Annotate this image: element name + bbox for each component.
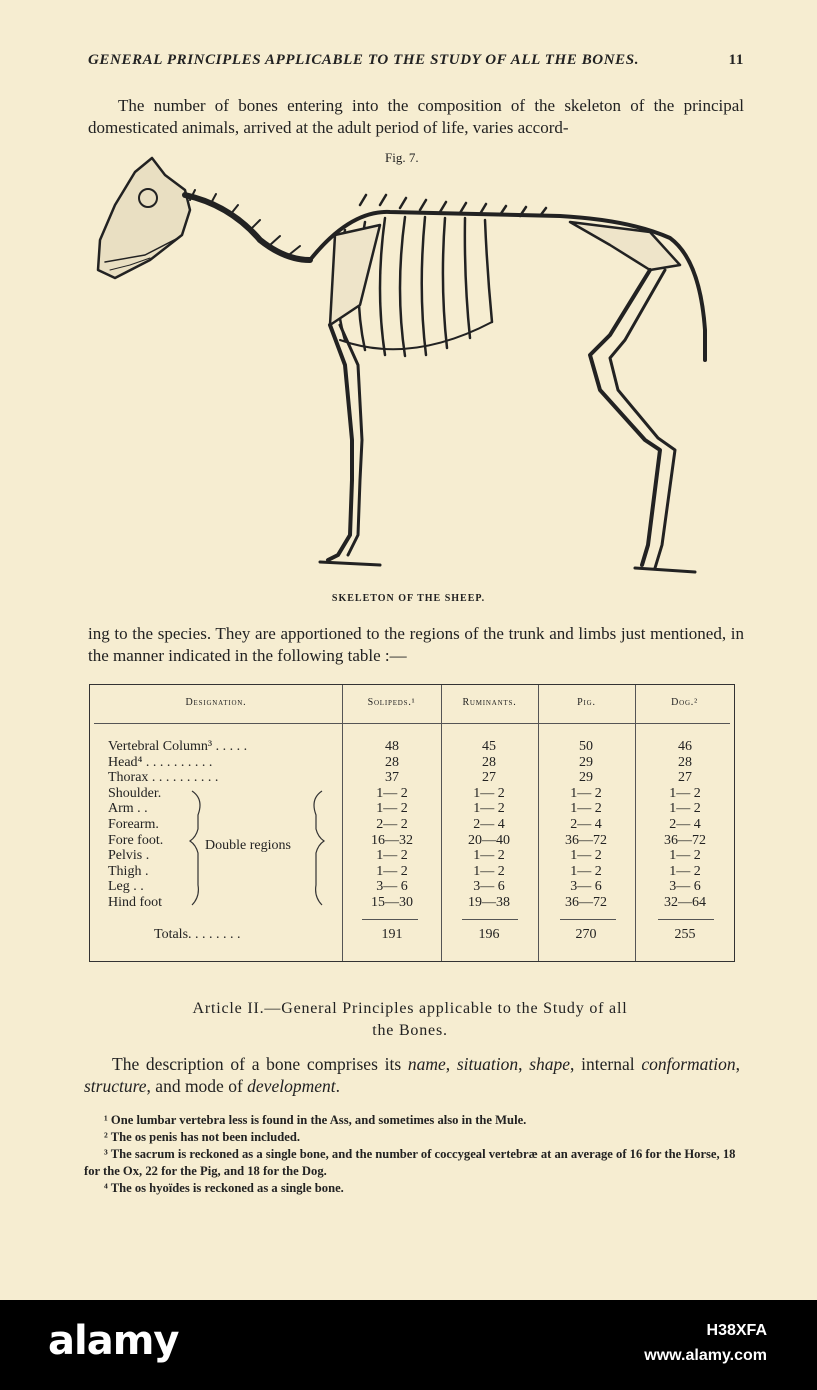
description-text: The description of a bone comprises its: [112, 1054, 408, 1074]
row-label: Thorax . . . . . . . . . .: [108, 770, 219, 786]
row-label: Shoulder.: [108, 785, 162, 801]
total-dog: 255: [674, 927, 696, 942]
footnote: ⁴ The os hyoïdes is reckoned as a single bone.: [104, 1181, 344, 1195]
footnotes: [84, 1112, 740, 1197]
row-label: Thigh .: [108, 863, 149, 879]
column-divider: [441, 685, 442, 961]
description-paragraph: [84, 1053, 740, 1097]
description-text: , and mode of: [146, 1076, 248, 1096]
table-cell: 50: [579, 739, 593, 754]
header-designation: Designation.: [185, 697, 247, 708]
header-pig: Pig.: [577, 697, 596, 708]
table-cell: 15—30: [371, 895, 413, 910]
total-rule: [560, 919, 616, 920]
table-cell: 1— 2: [669, 848, 701, 864]
article-heading-line2: the Bones.: [372, 1022, 448, 1039]
alamy-logo: alamy: [48, 1318, 179, 1364]
running-head-title: GENERAL PRINCIPLES APPLICABLE TO THE STUDY OF ALL THE BONES.: [88, 52, 640, 68]
continuation-paragraph: ing to the species. They are apportioned to the regions of the trunk and limbs just mentioned, in the manner indicated in the following table :—: [88, 624, 744, 665]
table-cell: 20—40: [468, 832, 510, 848]
table-cell: 1— 2: [669, 863, 701, 879]
header-rule: [94, 723, 730, 724]
table-cell: 1— 2: [376, 785, 408, 801]
row-label: Vertebral Column³ . . . . .: [108, 739, 248, 754]
total-rule: [658, 919, 714, 920]
table-cell: 48: [385, 739, 399, 754]
footnote: ² The os penis has not been included.: [104, 1130, 301, 1144]
table-cell: 36—72: [565, 895, 607, 910]
description-text: ,: [518, 1054, 530, 1074]
table-cell: 27: [678, 770, 692, 786]
total-rule: [362, 919, 418, 920]
table-cell: 27: [482, 770, 496, 786]
row-label: Fore foot.: [108, 832, 164, 848]
table-cell: 1— 2: [669, 801, 701, 817]
header-ruminants: Ruminants.: [462, 697, 517, 708]
row-label: Hind foot: [108, 895, 163, 910]
running-head: [88, 52, 744, 74]
table-cell: 29: [579, 770, 593, 786]
table-cell: 28: [385, 754, 399, 770]
column-divider: [342, 685, 343, 961]
figure-caption: SKELETON OF THE SHEEP.: [331, 593, 486, 604]
article-heading: [88, 998, 732, 1042]
table-cell: 19—38: [468, 895, 510, 910]
table-cell: 36—72: [565, 832, 607, 848]
column-divider: [635, 685, 636, 961]
term-name: name: [407, 1054, 446, 1074]
table-cell: 1— 2: [570, 848, 602, 864]
table-cell: 1— 2: [473, 848, 505, 864]
table-cell: 3— 6: [669, 879, 701, 895]
term-development: development: [247, 1076, 336, 1096]
row-label: Arm . .: [108, 801, 148, 817]
table-cell: 1— 2: [669, 785, 701, 801]
table-cell: 2— 4: [473, 817, 505, 832]
stock-url: www.alamy.com: [644, 1347, 767, 1364]
table-cell: 3— 6: [473, 879, 505, 895]
description-text: ,: [445, 1054, 457, 1074]
row-label: Forearm.: [108, 817, 159, 832]
table-cell: 29: [579, 754, 593, 770]
description-text: .: [335, 1076, 340, 1096]
table-cell: 28: [678, 754, 692, 770]
column-divider: [538, 685, 539, 961]
article-heading-line1: Article II.—General Principles applicable to the Study of all: [192, 1000, 628, 1017]
table-cell: 36—72: [664, 832, 706, 848]
table-cell: 3— 6: [376, 879, 408, 895]
table-cell: 1— 2: [570, 785, 602, 801]
table-cell: 46: [678, 739, 692, 754]
table-cell: 28: [482, 754, 496, 770]
intro-paragraph: The number of bones entering into the composition of the skeleton of the principal domesticated animals, arrived at the adult period of life, varies accord-: [88, 96, 744, 137]
row-label: Leg . .: [108, 879, 144, 895]
double-regions-label: Double regions: [205, 838, 291, 853]
footnote: ³ The sacrum is reckoned as a single bone, and the number of coccygeal vertebræ at an average of 16 for the Horse, 18 for the Ox, 22 for the Pig, and 18 for the Dog.: [84, 1147, 736, 1178]
table-cell: 1— 2: [376, 863, 408, 879]
term-shape: shape: [529, 1054, 571, 1074]
figure-label: Fig. 7.: [385, 150, 419, 165]
table-cell: 1— 2: [376, 801, 408, 817]
total-solipeds: 191: [381, 927, 403, 942]
total-rule: [462, 919, 518, 920]
table-cell: 3— 6: [570, 879, 602, 895]
row-label: Head⁴ . . . . . . . . . .: [108, 754, 213, 770]
table-cell: 2— 2: [376, 817, 408, 832]
header-solipeds: Solipeds.¹: [367, 697, 416, 708]
table-cell: 37: [385, 770, 399, 786]
bones-table: [89, 684, 735, 962]
image-id: H38XFA: [706, 1322, 767, 1339]
row-label: Pelvis .: [108, 848, 150, 864]
header-dog: Dog.²: [671, 697, 698, 708]
page-number: 11: [728, 52, 744, 68]
table-cell: 1— 2: [473, 785, 505, 801]
term-conformation: conformation: [641, 1054, 736, 1074]
table-cell: 45: [482, 739, 496, 754]
table-cell: 32—64: [664, 895, 706, 910]
sheep-skeleton-illustration: [90, 150, 730, 590]
description-text: ,: [735, 1054, 740, 1074]
description-text: , internal: [570, 1054, 642, 1074]
table-cell: 2— 4: [570, 817, 602, 832]
footnote: ¹ One lumbar vertebra less is found in the Ass, and sometimes also in the Mule.: [104, 1113, 527, 1127]
total-pig: 270: [575, 927, 597, 942]
table-cell: 2— 4: [669, 817, 701, 832]
term-structure: structure: [84, 1076, 147, 1096]
table-cell: 1— 2: [570, 863, 602, 879]
table-cell: 16—32: [371, 832, 413, 848]
table-cell: 1— 2: [376, 848, 408, 864]
table-cell: 1— 2: [473, 801, 505, 817]
table-cell: 1— 2: [473, 863, 505, 879]
totals-label: Totals. . . . . . . .: [154, 927, 241, 942]
stock-photo-bar: [0, 1300, 817, 1390]
table-cell: 1— 2: [570, 801, 602, 817]
total-ruminants: 196: [478, 927, 500, 942]
term-situation: situation: [456, 1054, 519, 1074]
